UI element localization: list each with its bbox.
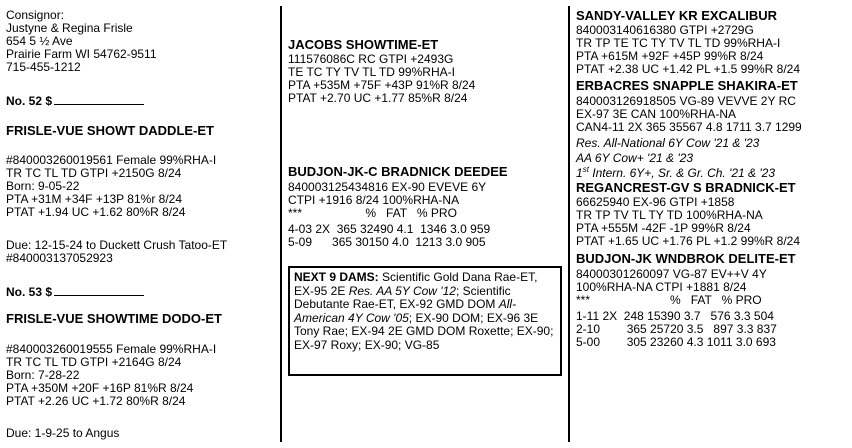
lot-53-name: FRISLE-VUE SHOWTIME DODO-ET	[6, 311, 222, 326]
sire1-line-1: 840003140616380 GTPI +2729G	[576, 23, 754, 37]
consignor-label: Consignor:	[6, 8, 65, 22]
lot-52-name: FRISLE-VUE SHOWT DADDLE-ET	[6, 123, 214, 138]
lot-53-number: No. 53 $	[6, 284, 144, 299]
dam-record-row-2: 5-09 365 30150 4.0 1213 3.0 905	[288, 235, 486, 249]
lot-53-due: Due: 1-9-25 to Angus	[6, 426, 120, 440]
sire1-line-4: PTAT +2.38 UC +1.42 PL +1.5 99%R 8/24	[576, 62, 801, 76]
consignor-phone: 715-455-1212	[6, 60, 81, 74]
lot-52-due-id: #840003137052923	[6, 251, 113, 265]
price-blank	[54, 284, 144, 296]
dam-line-2: CTPI +1916 8/24 100%RHA-NA	[288, 193, 460, 207]
consignor-address-2: Prairie Farm WI 54762-9511	[6, 47, 157, 61]
dam2-line-1: 84000301260097 VG-87 EV++V 4Y	[576, 267, 767, 281]
dam1-name: ERBACRES SNAPPLE SHAKIRA-ET	[576, 78, 798, 93]
price-blank	[54, 93, 144, 105]
dam2-record-row-2: 2-10 365 25720 3.5 897 3.3 837	[576, 322, 777, 336]
dam1-line-1: 840003126918505 VG-89 VEVVE 2Y RC	[576, 94, 796, 108]
lot-53-line-1: #840003260019555 Female 99%RHA-I	[6, 342, 217, 356]
lot-52-line-1: #840003260019561 Female 99%RHA-I	[6, 153, 217, 167]
lot-52-due: Due: 12-15-24 to Duckett Crush Tatoo-ET	[6, 238, 228, 252]
column-divider-right	[568, 6, 570, 442]
dam-line-1: 840003125434816 EX-90 EVEVE 6Y	[288, 180, 487, 194]
dam-record-header: *** % FAT % PRO	[288, 206, 457, 220]
sire2-line-4: PTAT +1.65 UC +1.76 PL +1.2 99%R 8/24	[576, 234, 801, 248]
dam2-record-header: *** % FAT % PRO	[576, 293, 762, 307]
lot-52-line-3: Born: 9-05-22	[6, 179, 80, 193]
dam2-record-row-3: 5-00 305 23260 4.3 1011 3.0 693	[576, 335, 776, 349]
sire1-name: SANDY-VALLEY KR EXCALIBUR	[576, 8, 778, 23]
lot-53-line-5: PTAT +2.26 UC +1.72 80%R 8/24	[6, 394, 186, 408]
lot-53-line-3: Born: 7-28-22	[6, 368, 80, 382]
column-pedigree-middle	[288, 0, 566, 448]
next-dams-text: NEXT 9 DAMS: Scientific Gold Dana Rae-ET, EX-95 2E Res. AA 5Y Cow '12; Scientific Debutante Rae-ET, EX-92 GMD DOM All-American 4Y Cow '05; EX-90 DOM; EX-96 3E Tony Rae; EX-94 2E GMD DOM Roxette; EX-90; EX-97 Roxy; EX-90; VG-85	[294, 270, 554, 352]
consignor-name: Justyne & Regina Frisle	[6, 21, 133, 35]
dam-record-row-1: 4-03 2X 365 32490 4.1 1346 3.0 959	[288, 222, 491, 236]
sire1-line-2: TR TP TE TC TY TV TL TD 99%RHA-I	[576, 36, 781, 50]
sire2-line-3: PTA +555M -42F -1P 99%R 8/24	[576, 221, 751, 235]
column-divider-left	[280, 6, 282, 442]
sire1-line-3: PTA +615M +92F +45P 99%R 8/24	[576, 49, 764, 63]
dam2-record-row-1: 1-11 2X 248 15390 3.7 576 3.3 504	[576, 309, 774, 323]
dam1-award-3: 1st Intern. 6Y+, Sr. & Gr. Ch. '21 & '23	[576, 165, 776, 180]
dam-name: BUDJON-JK-C BRADNICK DEEDEE	[288, 164, 508, 179]
sire-line-2: TE TC TY TV TL TD 99%RHA-I	[288, 65, 455, 79]
dam1-line-3: CAN4-11 2X 365 35567 4.8 1711 3.7 1299	[576, 120, 802, 134]
consignor-address-1: 654 5 ½ Ave	[6, 34, 73, 48]
sire2-name: REGANCREST-GV S BRADNICK-ET	[576, 180, 796, 195]
column-pedigree-right	[576, 0, 850, 448]
lot-52-number: No. 52 $	[6, 93, 144, 108]
lot-52-line-2: TR TC TL TD GTPI +2150G 8/24	[6, 166, 182, 180]
dam1-line-2: EX-97 3E CAN 100%RHA-NA	[576, 107, 737, 121]
dam2-name: BUDJON-JK WNDBROK DELITE-ET	[576, 251, 796, 266]
dam1-award-1: Res. All-National 6Y Cow '21 & '23	[576, 136, 760, 150]
next-dams-box	[288, 266, 562, 376]
sire-line-3: PTA +535M +75F +43P 91%R 8/24	[288, 78, 476, 92]
sire2-line-1: 66625940 EX-96 GTPI +1858	[576, 195, 735, 209]
sire-name: JACOBS SHOWTIME-ET	[288, 37, 439, 52]
dam1-award-2: AA 6Y Cow+ '21 & '23	[576, 151, 693, 165]
sire-line-4: PTAT +2.70 UC +1.77 85%R 8/24	[288, 91, 468, 105]
column-consignor	[6, 0, 274, 448]
dam2-line-2: 100%RHA-NA CTPI +1881 8/24	[576, 280, 747, 294]
lot-53-line-2: TR TC TL TD GTPI +2164G 8/24	[6, 355, 182, 369]
lot-53-line-4: PTA +350M +20F +16P 81%R 8/24	[6, 381, 194, 395]
sire2-line-2: TR TP TV TL TY TD 100%RHA-NA	[576, 208, 763, 222]
sire-line-1: 111576086C RC GTPI +2493G	[288, 52, 454, 66]
lot-52-line-4: PTA +31M +34F +13P 81%r 8/24	[6, 192, 183, 206]
lot-52-line-5: PTAT +1.94 UC +1.62 80%R 8/24	[6, 205, 186, 219]
